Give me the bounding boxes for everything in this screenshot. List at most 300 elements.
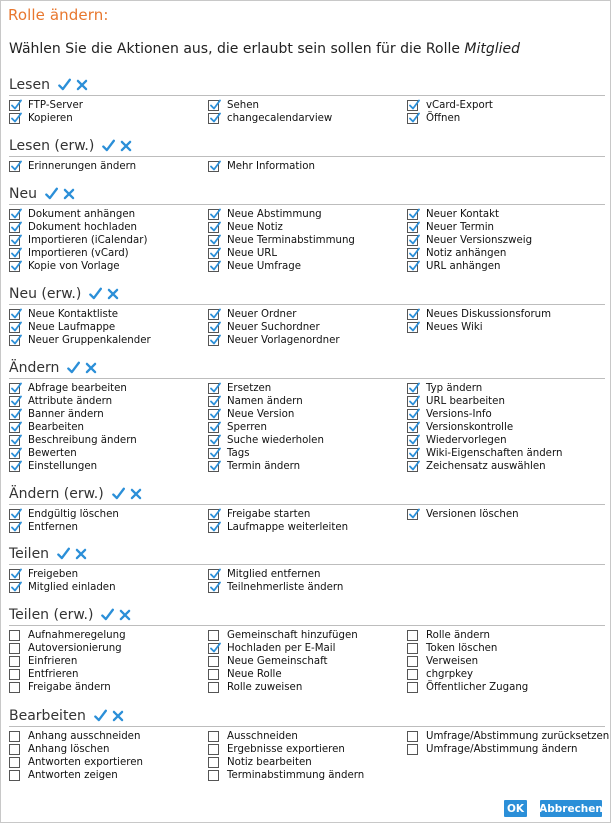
checkbox-unchecked[interactable] <box>9 643 20 654</box>
permission-item[interactable] <box>407 508 605 521</box>
permission-item[interactable] <box>407 629 605 642</box>
permission-item[interactable] <box>9 447 208 460</box>
permission-column <box>208 99 407 125</box>
permission-item[interactable] <box>9 247 208 260</box>
permission-column <box>208 508 407 534</box>
permission-label: Anhang löschen <box>28 744 110 755</box>
permission-item[interactable] <box>9 160 208 173</box>
permission-item[interactable] <box>208 99 407 112</box>
permission-item[interactable] <box>407 642 605 655</box>
checkmark-icon <box>408 234 420 246</box>
checkmark-icon <box>209 247 221 259</box>
permission-item[interactable] <box>208 221 407 234</box>
permission-label: Importieren (vCard) <box>28 248 129 259</box>
permission-item[interactable] <box>208 508 407 521</box>
check-icon[interactable] <box>44 187 58 201</box>
checkbox-checked[interactable] <box>407 322 418 333</box>
checkbox-checked[interactable] <box>208 113 219 124</box>
checkmark-icon <box>408 260 420 272</box>
permission-label: Autoversionierung <box>28 643 122 654</box>
checkbox-unchecked[interactable] <box>407 669 418 680</box>
checkbox-checked[interactable] <box>9 113 20 124</box>
instruction-text <box>9 41 520 57</box>
permission-item[interactable] <box>407 421 605 434</box>
permission-item[interactable] <box>208 308 407 321</box>
permission-item[interactable] <box>208 581 407 594</box>
check-icon[interactable] <box>93 709 107 723</box>
checkmark-icon <box>209 508 221 520</box>
checkbox-checked[interactable] <box>407 383 418 394</box>
checkbox-checked[interactable] <box>9 335 20 346</box>
checkbox-checked[interactable] <box>407 248 418 259</box>
checkbox-checked[interactable] <box>208 309 219 320</box>
permission-item[interactable] <box>407 308 605 321</box>
permission-item[interactable] <box>208 408 407 421</box>
checkbox-checked[interactable] <box>9 261 20 272</box>
permission-column <box>407 629 605 694</box>
checkbox-checked[interactable] <box>208 435 219 446</box>
permission-label: Beschreibung ändern <box>28 435 137 446</box>
checkbox-checked[interactable] <box>407 448 418 459</box>
close-icon[interactable] <box>75 78 89 92</box>
permission-column <box>9 382 208 473</box>
checkmark-icon <box>10 382 22 394</box>
checkbox-unchecked[interactable] <box>208 656 219 667</box>
checkbox-checked[interactable] <box>407 461 418 472</box>
checkbox-checked[interactable] <box>407 435 418 446</box>
permission-item[interactable] <box>208 668 407 681</box>
checkmark-icon <box>408 208 420 220</box>
permission-item[interactable] <box>208 382 407 395</box>
permission-item[interactable] <box>208 321 407 334</box>
permission-label: Wiki-Eigenschaften ändern <box>426 448 563 459</box>
permission-grid <box>9 160 605 173</box>
permission-item[interactable] <box>407 112 605 125</box>
checkbox-unchecked[interactable] <box>407 731 418 742</box>
checkbox-checked[interactable] <box>407 209 418 220</box>
checkbox-checked[interactable] <box>9 222 20 233</box>
permission-label: Antworten zeigen <box>28 770 118 781</box>
permission-item[interactable] <box>407 408 605 421</box>
check-icon[interactable] <box>88 287 102 301</box>
checkbox-unchecked[interactable] <box>9 757 20 768</box>
permission-item[interactable] <box>9 730 208 743</box>
permission-item[interactable] <box>208 743 407 756</box>
close-icon[interactable] <box>118 608 132 622</box>
permission-column <box>407 308 605 347</box>
permission-item[interactable] <box>407 247 605 260</box>
checkbox-checked[interactable] <box>208 161 219 172</box>
permission-item[interactable] <box>9 221 208 234</box>
permission-item[interactable] <box>407 743 605 756</box>
checkbox-checked[interactable] <box>9 309 20 320</box>
checkbox-checked[interactable] <box>407 100 418 111</box>
section-title: Neu <box>9 186 37 202</box>
checkmark-icon <box>209 581 221 593</box>
permission-item[interactable] <box>407 234 605 247</box>
section-header <box>9 358 605 379</box>
checkmark-icon <box>10 234 22 246</box>
checkbox-checked[interactable] <box>208 209 219 220</box>
permission-label: Neuer Suchordner <box>227 322 320 333</box>
permission-label: Rolle ändern <box>426 630 490 641</box>
check-icon[interactable] <box>66 361 80 375</box>
checkmark-icon <box>10 447 22 459</box>
checkmark-icon <box>10 408 22 420</box>
checkbox-checked[interactable] <box>9 248 20 259</box>
checkbox-checked[interactable] <box>208 643 219 654</box>
permission-item[interactable] <box>9 421 208 434</box>
permission-label: Namen ändern <box>227 396 303 407</box>
permission-item[interactable] <box>9 99 208 112</box>
checkbox-unchecked[interactable] <box>407 630 418 641</box>
permission-item[interactable] <box>9 408 208 421</box>
checkbox-unchecked[interactable] <box>9 770 20 781</box>
permission-item[interactable] <box>407 460 605 473</box>
permission-label: Öffentlicher Zugang <box>426 682 529 693</box>
checkbox-checked[interactable] <box>208 100 219 111</box>
checkbox-checked[interactable] <box>208 422 219 433</box>
check-icon[interactable] <box>56 547 70 561</box>
checkbox-unchecked[interactable] <box>9 744 20 755</box>
permission-column <box>208 382 407 473</box>
checkbox-checked[interactable] <box>407 113 418 124</box>
close-icon[interactable] <box>129 487 143 501</box>
checkbox-checked[interactable] <box>208 222 219 233</box>
checkbox-unchecked[interactable] <box>208 770 219 781</box>
section-header <box>9 136 605 157</box>
close-icon[interactable] <box>119 139 133 153</box>
checkmark-icon <box>209 260 221 272</box>
permission-item[interactable] <box>9 581 208 594</box>
permission-label: vCard-Export <box>426 100 493 111</box>
permission-item[interactable] <box>208 395 407 408</box>
permission-item[interactable] <box>407 321 605 334</box>
permission-label: URL bearbeiten <box>426 396 505 407</box>
permission-label: Neue Kontaktliste <box>28 309 119 320</box>
checkmark-icon <box>10 434 22 446</box>
checkmark-icon <box>10 581 22 593</box>
permission-column <box>208 568 407 594</box>
permission-label: Sehen <box>227 100 259 111</box>
section-aendern <box>9 358 605 473</box>
checkmark-icon <box>10 460 22 472</box>
permission-label: Terminabstimmung ändern <box>227 770 365 781</box>
checkbox-checked[interactable] <box>208 235 219 246</box>
permission-item[interactable] <box>9 395 208 408</box>
checkbox-checked[interactable] <box>208 569 219 580</box>
permission-item[interactable] <box>9 769 208 782</box>
checkbox-checked[interactable] <box>407 309 418 320</box>
checkbox-checked[interactable] <box>208 261 219 272</box>
permission-label: Typ ändern <box>426 383 483 394</box>
permission-item[interactable] <box>407 208 605 221</box>
close-icon[interactable] <box>84 361 98 375</box>
checkbox-unchecked[interactable] <box>407 643 418 654</box>
checkmark-icon <box>408 408 420 420</box>
permission-item[interactable] <box>9 756 208 769</box>
checkmark-icon <box>10 221 22 233</box>
permission-item[interactable] <box>9 508 208 521</box>
checkmark-icon <box>10 208 22 220</box>
permission-item[interactable] <box>9 260 208 273</box>
checkbox-checked[interactable] <box>9 422 20 433</box>
permission-label: Einfrieren <box>28 656 78 667</box>
checkbox-unchecked[interactable] <box>9 669 20 680</box>
permission-label: Zeichensatz auswählen <box>426 461 546 472</box>
checkbox-checked[interactable] <box>407 396 418 407</box>
permission-item[interactable] <box>208 112 407 125</box>
checkbox-checked[interactable] <box>407 235 418 246</box>
permission-item[interactable] <box>208 260 407 273</box>
permission-item[interactable] <box>407 99 605 112</box>
checkmark-icon <box>10 421 22 433</box>
section-lesen-erw <box>9 136 605 173</box>
permission-item[interactable] <box>9 434 208 447</box>
checkbox-checked[interactable] <box>407 222 418 233</box>
checkbox-unchecked[interactable] <box>9 731 20 742</box>
checkmark-icon <box>209 308 221 320</box>
checkbox-checked[interactable] <box>9 383 20 394</box>
permission-label: Abfrage bearbeiten <box>28 383 127 394</box>
permission-item[interactable] <box>208 247 407 260</box>
checkbox-checked[interactable] <box>208 582 219 593</box>
permission-item[interactable] <box>9 460 208 473</box>
permission-item[interactable] <box>208 568 407 581</box>
checkbox-unchecked[interactable] <box>9 630 20 641</box>
checkmark-icon <box>209 112 221 124</box>
checkbox-unchecked[interactable] <box>9 656 20 667</box>
checkbox-checked[interactable] <box>9 509 20 520</box>
checkbox-unchecked[interactable] <box>208 757 219 768</box>
permission-label: Neuer Gruppenkalender <box>28 335 151 346</box>
permission-column <box>208 208 407 273</box>
checkbox-checked[interactable] <box>9 161 20 172</box>
checkmark-icon <box>408 247 420 259</box>
permission-grid <box>9 508 605 534</box>
checkbox-checked[interactable] <box>9 435 20 446</box>
permission-item[interactable] <box>407 221 605 234</box>
checkmark-icon <box>209 395 221 407</box>
checkbox-unchecked[interactable] <box>208 630 219 641</box>
permission-item[interactable] <box>9 568 208 581</box>
permission-label: Entfernen <box>28 522 78 533</box>
permission-item[interactable] <box>9 668 208 681</box>
permission-label: Gemeinschaft hinzufügen <box>227 630 358 641</box>
permission-item[interactable] <box>407 434 605 447</box>
checkmark-icon <box>209 99 221 111</box>
permission-label: Ergebnisse exportieren <box>227 744 345 755</box>
permission-label: Neue Laufmappe <box>28 322 116 333</box>
checkmark-icon <box>10 99 22 111</box>
permission-label: Verweisen <box>426 656 479 667</box>
permission-item[interactable] <box>9 308 208 321</box>
checkmark-icon <box>209 642 221 654</box>
permission-item[interactable] <box>9 234 208 247</box>
checkbox-checked[interactable] <box>407 409 418 420</box>
checkmark-icon <box>408 460 420 472</box>
permission-item[interactable] <box>407 681 605 694</box>
permission-label: Neuer Vorlagenordner <box>227 335 340 346</box>
permission-item[interactable] <box>208 447 407 460</box>
section-header <box>9 284 605 305</box>
checkbox-unchecked[interactable] <box>407 656 418 667</box>
permission-item[interactable] <box>208 160 407 173</box>
permission-item[interactable] <box>208 730 407 743</box>
checkmark-icon <box>209 568 221 580</box>
section-title: Ändern <box>9 360 60 376</box>
checkbox-unchecked[interactable] <box>9 682 20 693</box>
checkbox-checked[interactable] <box>208 396 219 407</box>
checkbox-checked[interactable] <box>9 522 20 533</box>
permission-item[interactable] <box>407 668 605 681</box>
permission-item[interactable] <box>208 655 407 668</box>
permission-column <box>9 99 208 125</box>
permission-column <box>208 308 407 347</box>
permission-label: Erinnerungen ändern <box>28 161 137 172</box>
checkbox-checked[interactable] <box>9 409 20 420</box>
permission-column <box>407 508 605 534</box>
permission-label: URL anhängen <box>426 261 501 272</box>
permission-label: Endgültig löschen <box>28 509 119 520</box>
checkbox-checked[interactable] <box>208 448 219 459</box>
section-title: Ändern (erw.) <box>9 486 104 502</box>
checkbox-checked[interactable] <box>208 461 219 472</box>
permission-item[interactable] <box>407 260 605 273</box>
section-aendern-erw <box>9 484 605 534</box>
permission-label: Kopieren <box>28 113 73 124</box>
permission-label: Rolle zuweisen <box>227 682 303 693</box>
permission-item[interactable] <box>9 681 208 694</box>
permission-label: Anhang ausschneiden <box>28 731 141 742</box>
checkmark-icon <box>408 382 420 394</box>
checkmark-icon <box>209 208 221 220</box>
permission-item[interactable] <box>208 208 407 221</box>
permission-item[interactable] <box>9 382 208 395</box>
checkbox-checked[interactable] <box>208 509 219 520</box>
permission-item[interactable] <box>9 642 208 655</box>
permission-item[interactable] <box>208 234 407 247</box>
section-title: Teilen (erw.) <box>9 607 94 623</box>
permission-column <box>407 382 605 473</box>
permission-item[interactable] <box>407 382 605 395</box>
checkbox-checked[interactable] <box>9 100 20 111</box>
checkbox-checked[interactable] <box>9 569 20 580</box>
permission-item[interactable] <box>407 730 610 743</box>
close-icon[interactable] <box>62 187 76 201</box>
permission-item[interactable] <box>9 629 208 642</box>
permission-item[interactable] <box>208 460 407 473</box>
checkbox-checked[interactable] <box>208 383 219 394</box>
checkbox-checked[interactable] <box>208 409 219 420</box>
permission-item[interactable] <box>208 629 407 642</box>
checkbox-unchecked[interactable] <box>407 682 418 693</box>
close-icon[interactable] <box>111 709 125 723</box>
permission-item[interactable] <box>9 655 208 668</box>
check-icon[interactable] <box>101 139 115 153</box>
permission-column <box>407 160 605 173</box>
permission-grid <box>9 99 605 125</box>
permission-item[interactable] <box>208 521 407 534</box>
check-icon[interactable] <box>57 78 71 92</box>
checkbox-checked[interactable] <box>9 448 20 459</box>
permission-label: Umfrage/Abstimmung zurücksetzen <box>426 731 610 742</box>
permission-item[interactable] <box>407 447 605 460</box>
checkmark-icon <box>209 334 221 346</box>
ok-button[interactable]: OK <box>504 800 527 817</box>
permission-label: FTP-Server <box>28 100 83 111</box>
section-header <box>9 605 605 626</box>
permission-label: Dokument anhängen <box>28 209 136 220</box>
checkbox-unchecked[interactable] <box>208 669 219 680</box>
permission-item[interactable] <box>208 756 407 769</box>
cancel-button[interactable]: Abbrechen <box>540 800 602 817</box>
checkbox-checked[interactable] <box>407 261 418 272</box>
permission-item[interactable] <box>208 769 407 782</box>
close-icon[interactable] <box>74 547 88 561</box>
permission-item[interactable] <box>9 521 208 534</box>
permission-label: Neues Wiki <box>426 322 483 333</box>
checkbox-checked[interactable] <box>9 322 20 333</box>
permission-item[interactable] <box>9 112 208 125</box>
permission-item[interactable] <box>9 334 208 347</box>
permission-label: Freigabe ändern <box>28 682 111 693</box>
checkbox-checked[interactable] <box>9 209 20 220</box>
permission-item[interactable] <box>208 434 407 447</box>
checkbox-checked[interactable] <box>407 509 418 520</box>
section-title: Lesen <box>9 77 50 93</box>
permission-label: Neue Rolle <box>227 669 282 680</box>
close-icon[interactable] <box>106 287 120 301</box>
section-header <box>9 706 605 727</box>
permission-item[interactable] <box>208 421 407 434</box>
checkbox-checked[interactable] <box>9 461 20 472</box>
checkbox-unchecked[interactable] <box>208 731 219 742</box>
permission-label: Einstellungen <box>28 461 98 472</box>
checkbox-checked[interactable] <box>9 235 20 246</box>
permission-label: Kopie von Vorlage <box>28 261 120 272</box>
permission-item[interactable] <box>9 743 208 756</box>
check-icon[interactable] <box>100 608 114 622</box>
permission-column <box>9 730 208 782</box>
check-icon[interactable] <box>111 487 125 501</box>
checkmark-icon <box>408 321 420 333</box>
permission-label: Entfrieren <box>28 669 79 680</box>
checkbox-unchecked[interactable] <box>208 682 219 693</box>
permission-item[interactable] <box>407 395 605 408</box>
permission-item[interactable] <box>9 321 208 334</box>
permission-item[interactable] <box>9 208 208 221</box>
checkmark-icon <box>10 568 22 580</box>
permission-label: Attribute ändern <box>28 396 113 407</box>
checkbox-unchecked[interactable] <box>208 744 219 755</box>
permission-item[interactable] <box>208 334 407 347</box>
checkbox-unchecked[interactable] <box>407 744 418 755</box>
checkmark-icon <box>10 334 22 346</box>
checkbox-checked[interactable] <box>208 335 219 346</box>
checkbox-checked[interactable] <box>208 248 219 259</box>
checkbox-checked[interactable] <box>407 422 418 433</box>
checkbox-checked[interactable] <box>208 322 219 333</box>
permission-item[interactable] <box>407 655 605 668</box>
permission-label: Mitglied entfernen <box>227 569 321 580</box>
permission-item[interactable] <box>208 642 407 655</box>
checkbox-checked[interactable] <box>208 522 219 533</box>
checkbox-checked[interactable] <box>9 396 20 407</box>
section-header <box>9 75 605 96</box>
checkbox-checked[interactable] <box>9 582 20 593</box>
permission-item[interactable] <box>208 681 407 694</box>
